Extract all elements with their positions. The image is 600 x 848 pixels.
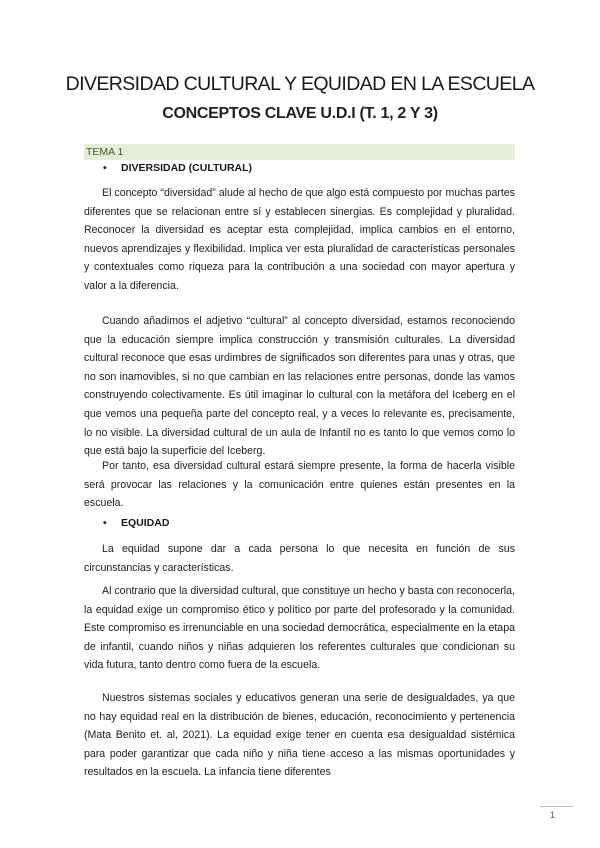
paragraph: Cuando añadimos el adjetivo “cultural” al concepto diversidad, estamos reconociendo que la educación siempre implica construcción y transmisión culturales. La diversidad cultural reconoce que esas urdimbres de significados son diferentes para unas y otras, que no son inamovibles, si no que cambian en las relaciones entre personas, donde las vamos construyendo colectivamente. Es útil imaginar lo cultural con la metáfora del Iceberg en el que vemos una pequeña parte del concepto real, y a veces lo relevante es, precisamente, lo no visible. La diversidad cultural de un aula de Infantil no es tanto lo que vemos como lo que está bajo la superficie del Iceberg. xyxy=(84,315,515,458)
page-number: 1 xyxy=(550,810,556,820)
section-heading-diversidad xyxy=(103,162,252,174)
tema-label: TEMA 1 xyxy=(84,144,515,160)
document-title: DIVERSIDAD CULTURAL Y EQUIDAD EN LA ESCUELA xyxy=(65,73,535,95)
bullet-icon: • xyxy=(103,162,107,174)
section-heading-text: EQUIDAD xyxy=(121,517,170,529)
section-heading-equidad xyxy=(103,517,169,529)
paragraph: Al contrario que la diversidad cultural, que constituye un hecho y basta con reconocerla, la equidad exige un compromiso ético y político por parte del profesorado y la comunidad. Este compromiso es irrenunciable en una sociedad democrática, especialmente en la etapa de infantil, cuando niños y niñas adquieren los referentes culturales que condicionan su vida futura, tanto dentro como fuera de la escuela. xyxy=(84,585,515,672)
document-subtitle: CONCEPTOS CLAVE U.D.I (T. 1, 2 Y 3) xyxy=(162,105,438,122)
paragraph: El concepto “diversidad” alude al hecho de que algo está compuesto por muchas partes diferentes que se relacionan entre sí y establecen sinergias. Es complejidad y pluralidad. Reconocer la diversidad es aceptar esta complejidad, implica cambios en el entorno, nuevos aprendizajes y flexibilidad. Implica ver esta pluralidad de características personales y contextuales como riqueza para la contribución a una sociedad con mayor apertura y valor a la diferencia. xyxy=(84,187,515,292)
footer-divider xyxy=(540,806,573,807)
paragraph: Nuestros sistemas sociales y educativos generan una serie de desigualdades, ya que no hay equidad real en la distribución de bienes, educación, reconocimiento y pertenencia (Mata Benito et. al, 2021). La equidad exige tener en cuenta esa desigualdad sistémica para poder garantizar que cada niño y niña tiene acceso a las mismas oportunidades y resultados en la escuela. La infancia tiene diferentes xyxy=(84,692,515,779)
paragraph: Por tanto, esa diversidad cultural estará siempre presente, la forma de hacerla visible será provocar las relaciones y la comunicación entre quienes están presentes en la escuela. xyxy=(84,460,515,510)
paragraph: La equidad supone dar a cada persona lo que necesita en función de sus circunstancias y características. xyxy=(84,543,515,574)
bullet-icon: • xyxy=(103,517,107,529)
section-heading-text: DIVERSIDAD (CULTURAL) xyxy=(121,162,253,174)
